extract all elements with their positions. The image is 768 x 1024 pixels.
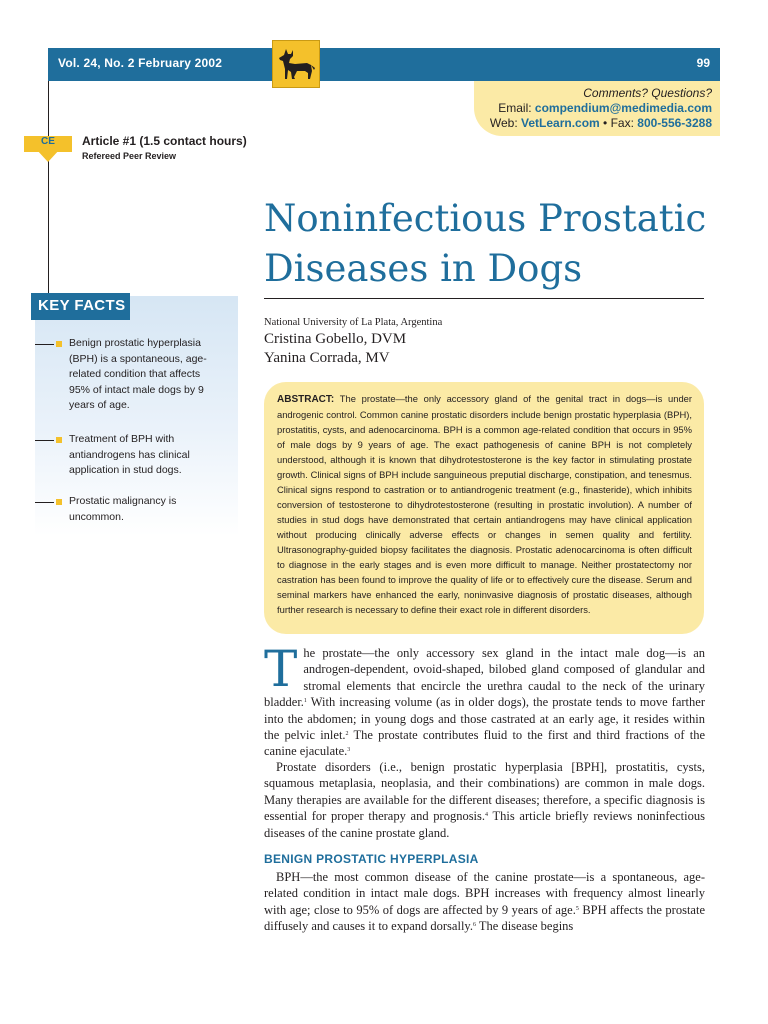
article-title: Noninfectious Prostatic Diseases in Dogs	[264, 197, 707, 290]
section-heading: BENIGN PROSTATIC HYPERPLASIA	[264, 852, 479, 866]
article-number: Article #1 (1.5 contact hours)	[82, 134, 247, 148]
key-fact-bullet	[56, 341, 62, 347]
drop-cap: T	[264, 640, 298, 698]
reference-marker: 3	[347, 747, 351, 754]
body-text: Prostate disorders (i.e., benign prostatic hyperplasia [BPH], prostatitis, cysts, squamous metaplasia, neoplasia, and their combinations) are common in male dogs. Many therapies are available for the different diseases; therefore, a specific diagnosis is essential for proper therapy and prognosis.	[264, 760, 705, 824]
fax-number: 800-556-3288	[637, 116, 712, 130]
page-number: 99	[696, 56, 710, 70]
abstract-box	[264, 382, 704, 634]
abstract-lead: ABSTRACT:	[277, 394, 335, 405]
key-fact-bullet	[56, 499, 62, 505]
author-affiliation: National University of La Plata, Argentina	[264, 317, 443, 328]
body-text: BPH affects the prostate diffusely and causes it to expand dorsally.	[264, 902, 705, 934]
key-fact-connector	[35, 502, 54, 503]
key-fact-item: Treatment of BPH with antiandrogens has clinical application in stud dogs.	[69, 433, 190, 476]
key-facts-heading: KEY FACTS	[31, 293, 130, 320]
key-fact-connector	[35, 440, 54, 441]
body-text: This article briefly reviews noninfectious diseases of the canine prostate gland.	[264, 809, 705, 840]
reference-marker: 5	[575, 905, 579, 912]
contact-prompt: Comments? Questions?	[583, 86, 712, 100]
body-text: With increasing volume (as in older dogs), the prostate tends to move farther into the abdomen; in young dogs and those castrated at an early age, it resides within the pelvic inlet.	[264, 695, 705, 743]
key-fact-item: Prostatic malignancy is uncommon.	[69, 495, 177, 523]
refereed-label: Refereed Peer Review	[82, 151, 177, 161]
contact-web-line	[474, 116, 712, 131]
body-paragraph	[264, 869, 705, 935]
dog-silhouette-icon	[273, 41, 319, 87]
key-fact-item: Benign prostatic hyperplasia (BPH) is a spontaneous, age-related condition that affects 95% of intact male dogs by 9 years of age.	[69, 337, 207, 411]
fax-label: • Fax:	[599, 116, 638, 130]
key-fact-bullet	[56, 437, 62, 443]
journal-header-bar	[48, 48, 720, 81]
title-rule	[264, 298, 704, 299]
body-paragraph	[264, 640, 705, 760]
author-name: Yanina Corrada, MV	[264, 350, 390, 366]
body-text: BPH—the most common disease of the canine prostate—is a spontaneous, age-related condition in intact male dogs. BPH increases with frequency almost linearly with age; close to 95% of dogs are affected by 9 years of age.	[264, 870, 705, 917]
body-text: The disease begins	[475, 919, 574, 934]
reference-marker: 6	[472, 922, 476, 929]
email-label: Email:	[498, 101, 535, 115]
reference-marker: 2	[345, 731, 349, 738]
contact-email-line	[474, 101, 712, 116]
body-text: he prostate—the only accessory sex gland in the intact male dog—is an androgen-dependent, ovoid-shaped, bilobed gland composed of glandular and stromal elements that encircle the urethra caudal to the neck of the urinary bladder.	[264, 646, 705, 710]
contact-box	[474, 81, 720, 136]
dog-logo-icon	[272, 40, 320, 88]
reference-marker: 4	[485, 812, 489, 819]
author-name: Cristina Gobello, DVM	[264, 331, 407, 347]
ce-badge-label: CE	[41, 136, 55, 147]
abstract-text: The prostate—the only accessory gland of the genital tract in dogs—is under androgenic control. Common canine prostatic disorders include benign prostatic hyperplasia (BPH), prostatitis, cysts, and adenocarcinoma. BPH is a common age-related condition that occurs in 95% of male dogs by 9 years of age. The exact pathogenesis of canine BPH is not completely understood, although it is known that dihydrotestosterone is the key factor in stimulating prostate growth. Clinical signs of BPH include sanguineous preputial discharge, constipation, and tenesmus. Clinical signs respond to castration or to antiandrogenic treatment (e.g., finasteride), which inhibits conversion of testosterone to dihydrotestosterone (resulting in prostatic involution). A number of studies in stud dogs have demonstrated that certain antiandrogens may have clinical application without producing clinically adverse effects or changes in semen quality and fertility. Ultrasonography-guided biopsy facilitates the diagnosis. Prostatic adenocarcinoma is often difficult to diagnose in the early stages and is even more difficult to manage. Neither prostatectomy nor castration has been found to improve the quality of life or to effectively cure the disease. Serum and seminal markers have enhanced the early, noninvasive diagnosis of prostatic diseases, although further research is necessary to define their exact role in different disorders.	[277, 393, 692, 615]
body-text: The prostate contributes fluid to the first and third fractions of the canine ejaculate.	[264, 728, 705, 759]
key-fact-connector	[35, 344, 54, 345]
body-paragraph	[264, 759, 705, 841]
web-label: Web:	[489, 116, 522, 130]
email-link[interactable]: compendium@medimedia.com	[534, 101, 712, 115]
volume-issue-date: Vol. 24, No. 2 February 2002	[58, 56, 223, 70]
web-link[interactable]: VetLearn.com	[521, 116, 600, 130]
reference-marker: 1	[303, 698, 307, 705]
